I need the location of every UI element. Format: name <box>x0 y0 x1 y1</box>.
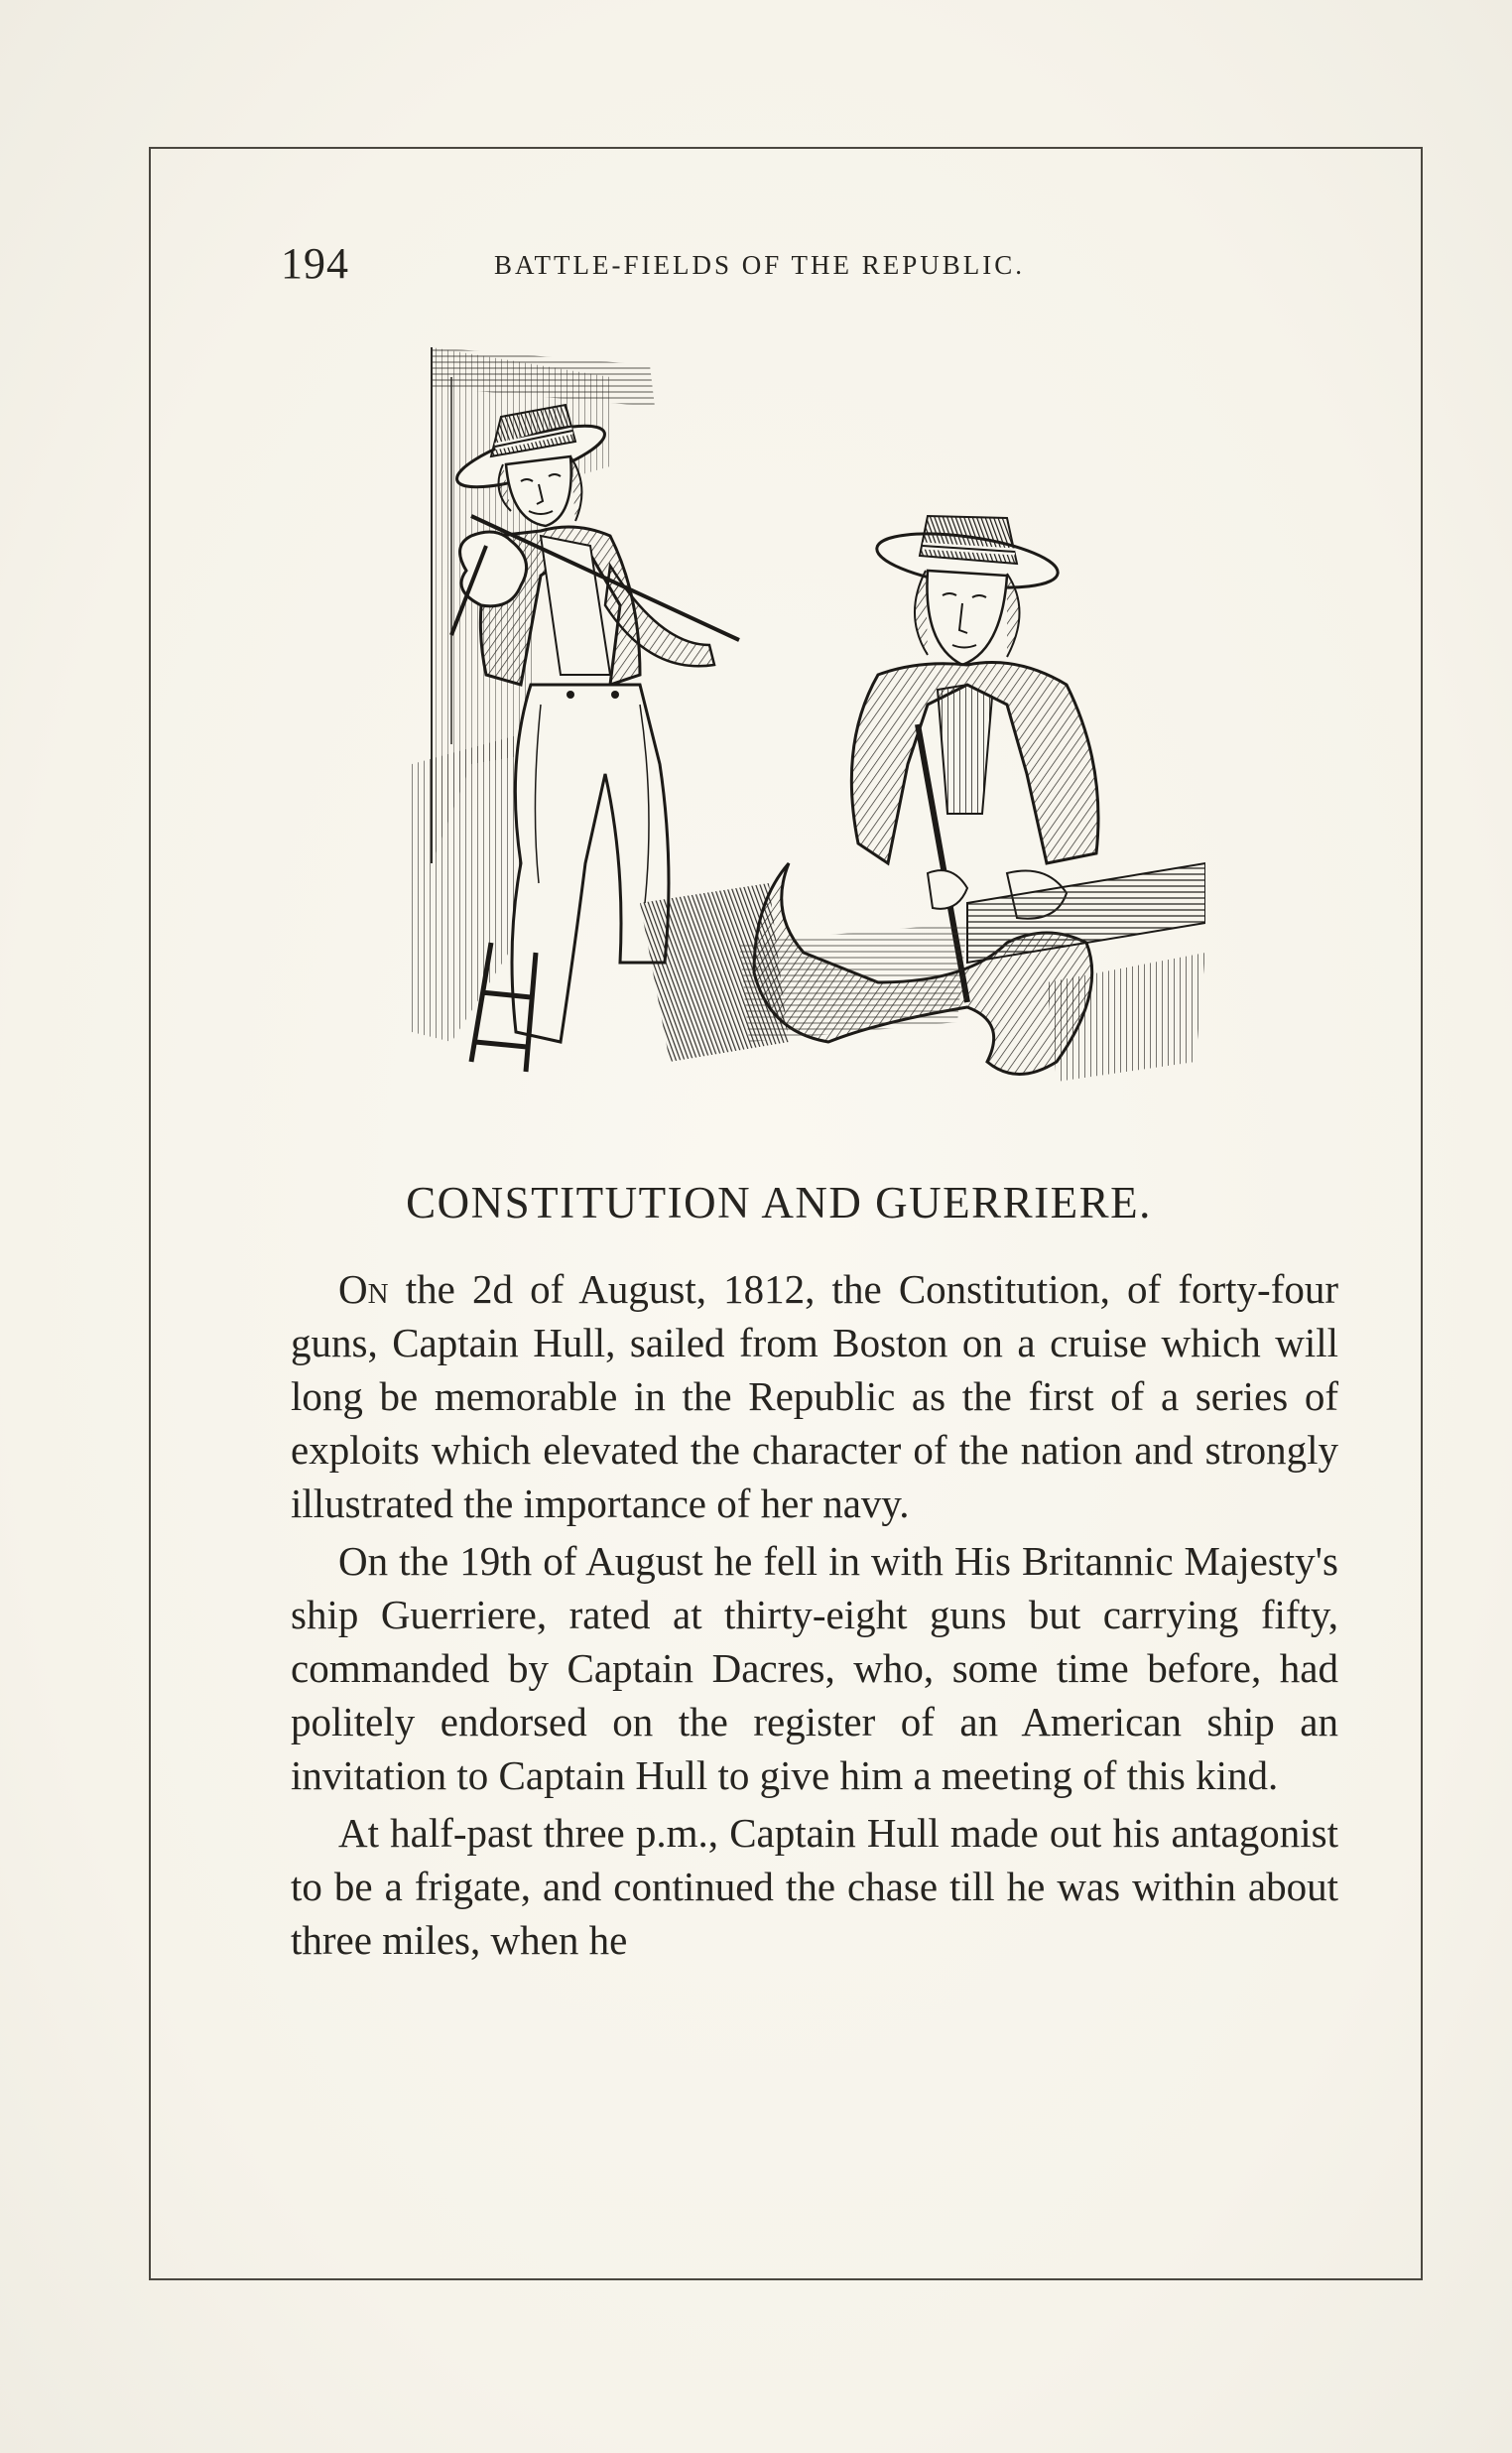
section-title: CONSTITUTION AND GUERRIERE. <box>406 1178 1152 1227</box>
paragraph-text: At half-past three p.m., Captain Hull made out his antagonist to be a frigate, and continued the chase till he was within about three miles, when he <box>291 1810 1338 1963</box>
drop-lead: On <box>338 1266 389 1312</box>
body-text <box>291 1262 1338 1967</box>
paragraph <box>291 1262 1338 1530</box>
page-number: 194 <box>281 239 349 288</box>
paragraph-text: On the 19th of August he fell in with His Britannic Majesty's ship Guerriere, rated at thirty-eight guns but carrying fifty, commanded by Captain Dacres, who, some time before, had politely endorsed on the register of an American ship an invitation to Captain Hull to give him a meeting of this kind. <box>291 1538 1338 1798</box>
running-head-title: BATTLE-FIELDS OF THE REPUBLIC. <box>494 250 1026 280</box>
engraving-two-sailors-fiddler-icon <box>412 347 1205 1121</box>
paragraph <box>291 1534 1338 1802</box>
paragraph-text: the 2d of August, 1812, the Constitution, of forty-four guns, Captain Hull, sailed from Boston on a cruise which will long be memorable in the Republic as the first of a series of exploits which elevated the character of the nation and strongly illustrated the importance of her navy. <box>291 1266 1338 1526</box>
running-head <box>281 238 1134 298</box>
paragraph <box>291 1806 1338 1967</box>
